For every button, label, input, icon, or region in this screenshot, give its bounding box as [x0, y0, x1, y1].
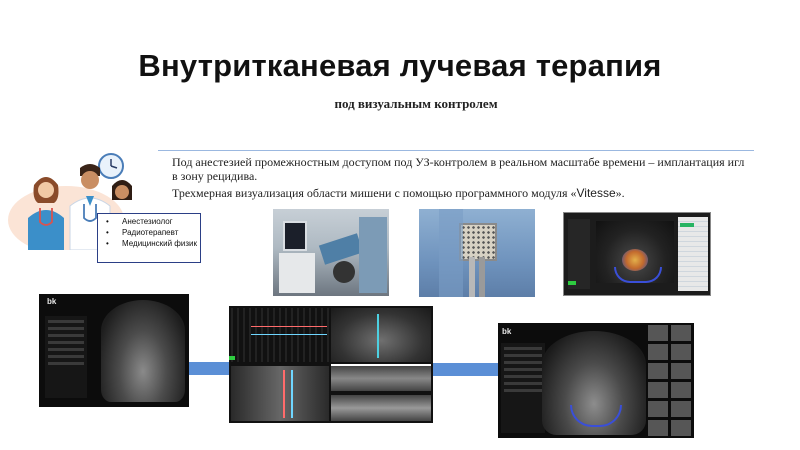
role-item: • Анестезиолог [106, 216, 197, 227]
ultrasound-multiplane-view [229, 306, 433, 423]
divider-line [158, 150, 754, 151]
description-line-1: Под анестезией промежностным доступом под УЗ-контролем в реальном масштабе времени – имплантация игл в зону рецидива. [172, 155, 745, 183]
clock-icon [99, 154, 123, 178]
team-roles-list [97, 213, 201, 263]
needle-template-photo [419, 209, 535, 297]
bk-logo: bk [47, 297, 57, 306]
vitesse-software-screenshot [563, 212, 711, 296]
description-line-2 [172, 186, 752, 200]
bk-logo: bk [502, 327, 512, 336]
operating-room-photo [273, 209, 389, 296]
ultrasound-image-1 [39, 294, 189, 407]
module-name: Vitesse [576, 186, 616, 200]
description-line-2-prefix: Трехмерная визуализация области мишени с помощью программного модуля « [172, 186, 577, 200]
page-title: Внутритканевая лучевая терапия [138, 48, 662, 83]
ultrasound-image-final [498, 323, 694, 438]
page-subtitle: под визуальным контролем [334, 96, 498, 111]
role-item: • Медицинский физик [106, 238, 197, 249]
flow-connector [433, 363, 498, 376]
description-line-2-suffix: ». [615, 186, 625, 200]
role-item: • Радиотерапевт [106, 227, 197, 238]
flow-connector [189, 362, 229, 375]
